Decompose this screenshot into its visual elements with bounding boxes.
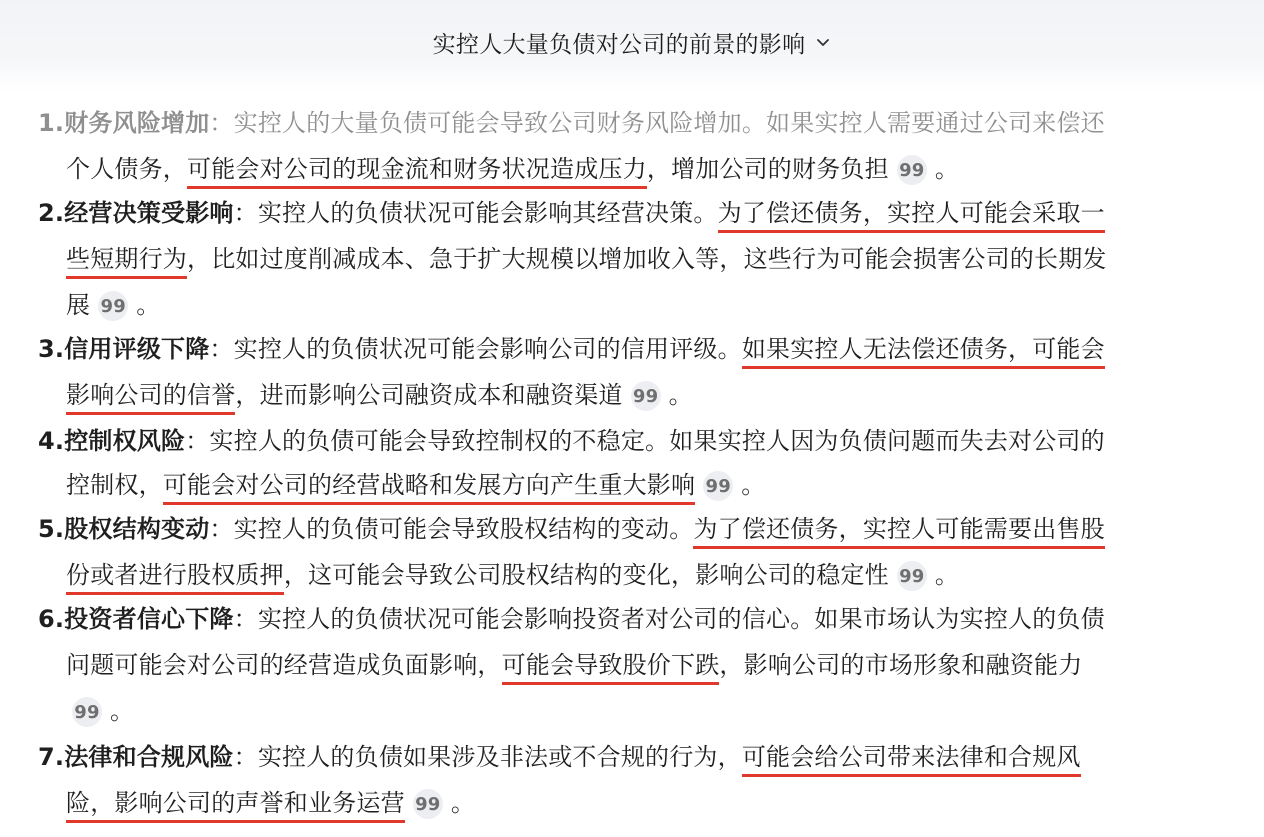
- highlighted-text: 为了偿还债务，实控人可能需要出售股: [693, 515, 1104, 549]
- item-number: 2.: [38, 199, 65, 227]
- citation-quote-icon[interactable]: 99: [631, 381, 661, 411]
- list-item-line: [38, 418, 1105, 464]
- item-text: 个人债务，: [66, 155, 187, 183]
- item-number: 5.: [38, 515, 65, 543]
- item-text: 实控人的大量负债可能会导致公司财务风险增加。如果实控人需要通过公司来偿还: [233, 109, 1105, 137]
- item-text: ，影响公司的市场形象和融资能力: [719, 651, 1083, 679]
- highlighted-text: 些短期行为: [66, 245, 187, 279]
- item-keyword: 投资者信心下降: [64, 605, 234, 633]
- item-end: 。: [110, 697, 135, 725]
- item-text: ，增加公司的财务负担: [646, 155, 889, 183]
- list-item-line: [38, 506, 1105, 552]
- highlighted-text: 份或者进行股权质押: [66, 561, 284, 595]
- citation-quote-icon[interactable]: 99: [703, 471, 733, 501]
- item-text: 实控人的负债如果涉及非法或不合规的行为，: [257, 743, 742, 771]
- highlighted-text: 为了偿还债务，实控人可能会采取一: [718, 199, 1105, 233]
- item-keyword: 控制权风险: [64, 427, 186, 455]
- item-keyword: 股权结构变动: [64, 515, 210, 543]
- list-item-line: [66, 372, 693, 418]
- item-text: 控制权，: [66, 471, 163, 499]
- citation-quote-icon[interactable]: 99: [72, 697, 102, 727]
- item-end: 。: [934, 561, 960, 589]
- item-colon: ：: [209, 335, 234, 363]
- conversation-title-dropdown[interactable]: [0, 22, 1264, 62]
- item-text: 问题可能会对公司的经营造成负面影响，: [66, 651, 502, 679]
- highlighted-text: 如果实控人无法偿还债务，可能会: [742, 335, 1105, 369]
- list-item-line: [38, 596, 1105, 642]
- list-item-line: [38, 734, 1081, 780]
- item-colon: ：: [209, 109, 234, 137]
- citation-quote-icon[interactable]: 99: [897, 155, 927, 185]
- item-end: 。: [668, 381, 693, 409]
- item-keyword: 信用评级下降: [64, 335, 210, 363]
- item-text: ，这可能会导致公司股权结构的变化，影响公司的稳定性: [283, 561, 889, 589]
- item-number: 6.: [38, 605, 65, 633]
- list-item-line: [38, 190, 1105, 236]
- item-colon: ：: [233, 605, 258, 633]
- list-item-line: [38, 100, 1105, 146]
- list-item-line: [66, 146, 959, 192]
- item-text: 实控人的负债可能会导致控制权的不稳定。如果实控人因为负债问题而失去对公司的: [209, 427, 1105, 455]
- item-text: 展: [66, 291, 91, 319]
- item-colon: ：: [233, 199, 258, 227]
- item-keyword: 法律和合规风险: [64, 743, 234, 771]
- item-number: 1.: [38, 109, 65, 137]
- item-keyword: 财务风险增加: [64, 109, 210, 137]
- item-text: ，进而影响公司融资成本和融资渠道: [235, 381, 623, 409]
- item-number: 7.: [38, 743, 65, 771]
- item-end: 。: [136, 291, 161, 319]
- list-item-line: [66, 236, 1107, 282]
- list-item-line: [66, 642, 1082, 688]
- citation-quote-icon[interactable]: 99: [98, 291, 128, 321]
- item-end: 。: [934, 155, 960, 183]
- citation-quote-icon[interactable]: 99: [413, 789, 443, 819]
- item-number: 3.: [38, 335, 65, 363]
- item-keyword: 经营决策受影响: [64, 199, 234, 227]
- list-item-line: [38, 326, 1105, 372]
- list-item-line: [66, 462, 765, 508]
- highlighted-text: 影响公司的信誉: [66, 381, 235, 415]
- highlighted-text: 可能会给公司带来法律和合规风: [742, 743, 1081, 777]
- highlighted-text: 可能会导致股价下跌: [502, 651, 720, 685]
- list-item-line: [66, 688, 134, 734]
- chevron-down-icon: [815, 34, 831, 50]
- item-text: ，比如过度削减成本、急于扩大规模以增加收入等，这些行为可能会损害公司的长期发: [187, 245, 1107, 273]
- list-item-line: [66, 780, 475, 826]
- item-text: 实控人的负债状况可能会影响投资者对公司的信心。如果市场认为实控人的负债: [257, 605, 1105, 633]
- conversation-title: 实控人大量负债对公司的前景的影响: [432, 31, 806, 58]
- item-text: 实控人的负债状况可能会影响其经营决策。: [257, 199, 718, 227]
- item-text: 实控人的负债可能会导致股权结构的变动。: [233, 515, 694, 543]
- item-colon: ：: [185, 427, 210, 455]
- highlighted-text: 险，影响公司的声誉和业务运营: [66, 789, 405, 823]
- list-item-line: [66, 282, 160, 328]
- item-colon: ：: [233, 743, 258, 771]
- item-text: 实控人的负债状况可能会影响公司的信用评级。: [233, 335, 742, 363]
- highlighted-text: 可能会对公司的现金流和财务状况造成压力: [187, 155, 647, 189]
- item-colon: ：: [209, 515, 234, 543]
- item-end: 。: [741, 471, 766, 499]
- item-number: 4.: [38, 427, 65, 455]
- highlighted-text: 可能会对公司的经营战略和发展方向产生重大影响: [163, 471, 695, 505]
- item-end: 。: [450, 789, 476, 817]
- citation-quote-icon[interactable]: 99: [897, 561, 927, 591]
- list-item-line: [66, 552, 959, 598]
